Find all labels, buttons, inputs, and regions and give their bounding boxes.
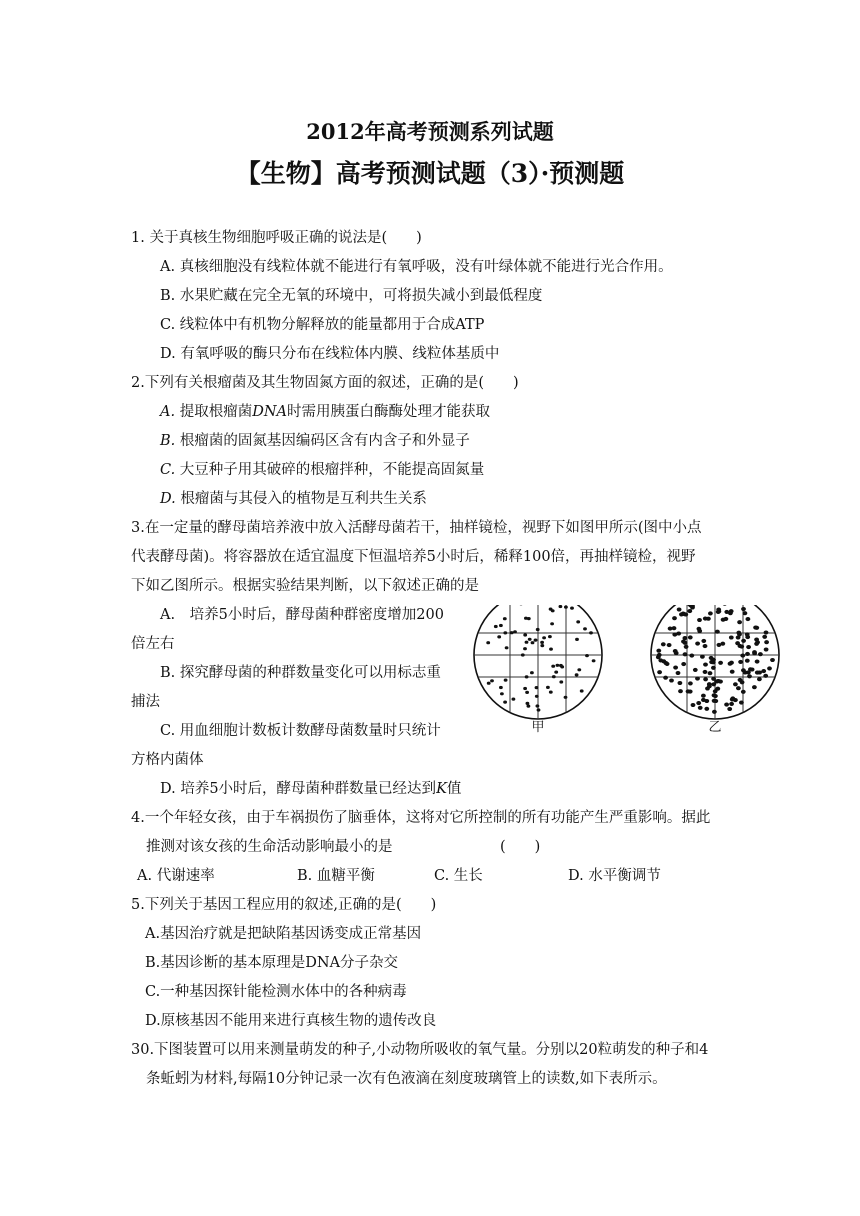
yeast-cell-dot <box>661 642 666 646</box>
question-1-option-d: D. 有氧呼吸的酶只分布在线粒体内膜、线粒体基质中 <box>160 346 500 362</box>
yeast-cell-dot <box>724 617 729 621</box>
yeast-cell-dot <box>745 652 750 656</box>
yeast-cell-dot <box>711 666 716 670</box>
yeast-cell-dot <box>497 635 501 638</box>
yeast-cell-dot <box>763 674 768 678</box>
yeast-cell-dot <box>504 678 508 681</box>
yeast-cell-dot <box>592 659 596 662</box>
yeast-cell-dot <box>729 661 734 665</box>
question-2-option-b <box>160 431 470 451</box>
question-3-option-d <box>160 779 461 799</box>
yeast-cell-dot <box>548 635 552 638</box>
yeast-cell-dot <box>689 654 694 658</box>
yeast-cell-dot <box>693 668 698 672</box>
yeast-cell-dot <box>704 699 709 703</box>
question-4-option-b: B. 血糖平衡 <box>297 868 375 884</box>
yeast-cell-dot <box>716 679 721 683</box>
yeast-cell-dot <box>663 676 668 680</box>
yeast-cell-dot <box>708 611 713 615</box>
yeast-cell-dot <box>505 646 509 649</box>
question-3-option-b-cont: 捕法 <box>131 694 160 710</box>
yeast-cell-dot <box>657 670 662 674</box>
question-2-option-a <box>160 402 490 422</box>
yeast-cell-dot <box>513 630 517 633</box>
yeast-cell-dot <box>703 677 708 681</box>
yeast-cell-dot <box>761 669 766 673</box>
yeast-cell-dot <box>527 617 531 620</box>
yeast-cell-dot <box>764 630 769 634</box>
option-text: D. 培养5小时后，酵母菌种群数量已经达到 <box>160 781 437 797</box>
yeast-cell-dot <box>672 616 677 620</box>
question-3-option-c-cont: 方格内菌体 <box>131 752 204 768</box>
yeast-cell-dot <box>707 682 712 686</box>
yeast-cell-dot <box>752 685 757 689</box>
option-letter: D. <box>160 491 176 507</box>
yeast-cell-dot <box>743 611 748 615</box>
yeast-cell-dot <box>676 671 681 675</box>
yeast-cell-dot <box>535 695 539 698</box>
yeast-cell-dot <box>499 624 503 627</box>
field-jia-grid <box>474 605 602 719</box>
yeast-cell-dot <box>549 690 553 693</box>
question-4-option-d: D. 水平衡调节 <box>568 868 661 884</box>
question-4-option-c: C. 生长 <box>434 868 483 884</box>
yeast-cell-dot <box>589 631 593 634</box>
yeast-cell-dot <box>669 678 674 682</box>
yeast-cell-dot <box>724 610 729 614</box>
option-text-dna: DNA <box>252 404 287 420</box>
yeast-cell-dot <box>551 609 555 612</box>
yeast-cell-dot <box>537 708 541 711</box>
question-2-option-d <box>160 489 427 509</box>
yeast-cell-dot <box>540 641 544 644</box>
yeast-cell-dot <box>718 661 723 665</box>
yeast-cell-dot <box>682 612 687 616</box>
yeast-cell-dot <box>665 662 670 666</box>
question-3-stem-line3: 下如乙图所示。根据实验结果判断，以下叙述正确的是 <box>131 578 479 594</box>
option-text: 大豆种子用其破碎的根瘤拌种，不能提高固氮量 <box>179 462 485 478</box>
yeast-cell-dot <box>681 640 686 644</box>
option-text: 提取根瘤菌 <box>179 404 253 420</box>
yeast-cell-dot <box>735 641 740 645</box>
question-5-option-b: B.基因诊断的基本原理是DNA分子杂交 <box>145 955 399 971</box>
yeast-cell-dot <box>510 631 514 634</box>
yeast-cell-dot <box>754 626 759 630</box>
yeast-cell-dot <box>521 653 525 656</box>
yeast-cell-dot <box>701 639 706 643</box>
yeast-cell-dot <box>512 697 516 700</box>
yeast-cell-dot <box>681 662 686 666</box>
yeast-cell-dot <box>700 655 705 659</box>
question-4-stem-line1: 4.一个年轻女孩，由于车祸损伤了脑垂体，这将对它所控制的所有功能产生严重影响。据此 <box>131 810 711 826</box>
question-2-stem: 2.下列有关根瘤菌及其生物固氮方面的叙述，正确的是( ) <box>131 375 519 391</box>
yeast-cell-dot <box>575 673 579 676</box>
yeast-cell-dot <box>697 629 702 633</box>
yeast-cell-dot <box>706 617 711 621</box>
yeast-cell-dot <box>525 641 529 644</box>
yeast-cell-dot <box>535 686 539 689</box>
yeast-cell-dot <box>487 682 491 685</box>
question-1-stem: 1. 关于真核生物细胞呼吸正确的说法是( ) <box>131 230 422 246</box>
yeast-cell-dot <box>525 691 529 694</box>
yeast-cell-dot <box>750 667 755 671</box>
yeast-cell-dot <box>683 652 688 656</box>
yeast-cell-dot <box>695 642 700 646</box>
yeast-cell-dot <box>500 692 504 695</box>
yeast-cell-dot <box>527 704 531 707</box>
yeast-cell-dot <box>523 647 527 650</box>
yeast-cell-dot <box>536 628 540 631</box>
yeast-cell-dot <box>486 641 490 644</box>
yeast-cell-dot <box>712 710 717 714</box>
yeast-cell-dot <box>658 658 663 662</box>
question-3-option-a-cont: 倍左右 <box>131 636 175 652</box>
yeast-cell-dot <box>708 671 713 675</box>
yeast-cell-dot <box>736 686 741 690</box>
figure-label-yi: 乙 <box>708 720 722 735</box>
yeast-cell-dot <box>764 640 769 644</box>
yeast-cell-dot <box>525 675 529 678</box>
question-5-option-c: C.一种基因探针能检测水体中的各种病毒 <box>145 984 407 1000</box>
question-5-stem: 5.下列关于基因工程应用的叙述,正确的是( ) <box>131 897 437 913</box>
yeast-cell-dot <box>741 607 746 611</box>
question-30-stem-line2: 条蚯蚓为材料,每隔10分钟记录一次有色液滴在刻度玻璃管上的读数,如下表所示。 <box>146 1071 667 1087</box>
yeast-cell-dot <box>755 671 760 675</box>
yeast-cell-dot <box>580 689 584 692</box>
yeast-cell-dot <box>738 660 743 664</box>
field-jia <box>474 605 602 735</box>
yeast-cell-dot <box>729 702 734 706</box>
option-letter: A. <box>160 404 176 420</box>
yeast-cell-dot <box>523 687 527 690</box>
yeast-cell-dot <box>683 636 688 640</box>
yeast-cell-dot <box>673 666 678 670</box>
question-2-option-c <box>160 460 484 480</box>
page-subtitle: 【生物】高考预测试题（3）·预测题 <box>235 159 625 188</box>
yeast-cell-dot <box>730 670 735 674</box>
yeast-cell-dot <box>688 681 693 685</box>
question-1-option-a: A. 真核细胞没有线粒体就不能进行有氧呼吸，没有叶绿体就不能进行光合作用。 <box>160 259 673 275</box>
question-4-answer-paren: ( ) <box>500 839 541 855</box>
yeast-cell-dot <box>583 627 587 630</box>
yeast-cell-dot <box>730 697 735 701</box>
yeast-cell-dot <box>668 627 673 631</box>
yeast-microscope-figure <box>470 605 790 735</box>
question-1-option-c: C. 线粒体中有机物分解释放的能量都用于合成ATP <box>160 317 485 333</box>
yeast-cell-dot <box>540 644 544 647</box>
yeast-cell-dot <box>564 696 568 699</box>
question-30-stem-line1: 30.下图装置可以用来测量萌发的种子,小动物所吸收的氧气量。分别以20粒萌发的种子和4 <box>131 1042 709 1058</box>
yeast-cell-dot <box>754 642 759 646</box>
yeast-cell-dot <box>552 675 556 678</box>
question-3-option-c: C. 用血细胞计数板计数酵母菌数量时只统计 <box>160 723 441 739</box>
yeast-cell-dot <box>709 656 714 660</box>
yeast-cell-dot <box>678 689 683 693</box>
yeast-cell-dot <box>674 651 679 655</box>
yeast-cell-dot <box>499 686 503 689</box>
yeast-cell-dot <box>758 652 763 656</box>
yeast-cell-dot <box>755 660 760 664</box>
yeast-cell-dot <box>743 670 748 674</box>
yeast-cell-dot <box>737 632 742 636</box>
yeast-cell-dot <box>503 617 507 620</box>
yeast-cell-dot <box>705 686 710 690</box>
yeast-cell-dot <box>716 608 721 612</box>
yeast-cell-dot <box>767 666 772 670</box>
yeast-cell-dot <box>503 700 507 703</box>
question-3-stem-line1: 3.在一定量的酵母菌培养液中放入活酵母菌若干，抽样镜检，视野下如图甲所示(图中小点 <box>131 520 702 536</box>
yeast-cell-dot <box>729 635 734 639</box>
yeast-cell-dot <box>703 670 708 674</box>
yeast-cell-dot <box>577 668 581 671</box>
yeast-cell-dot <box>724 703 729 707</box>
question-5-option-d: D.原核基因不能用来进行真核生物的遗传改良 <box>145 1013 437 1029</box>
yeast-cell-dot <box>762 635 767 639</box>
yeast-cell-dot <box>656 649 661 653</box>
yeast-cell-dot <box>556 664 560 667</box>
yeast-cell-dot <box>546 686 550 689</box>
yeast-cell-dot <box>739 645 744 649</box>
question-3-option-b: B. 探究酵母菌的种群数量变化可以用标志重 <box>160 665 441 681</box>
page-title: 2012年高考预测系列试题 <box>306 119 554 144</box>
yeast-cell-dot <box>747 674 752 678</box>
yeast-cell-dot <box>564 605 568 608</box>
yeast-cell-dot <box>678 681 683 685</box>
yeast-cell-dot <box>542 636 546 639</box>
yeast-cell-dot <box>528 638 532 641</box>
yeast-cell-dot <box>740 654 745 658</box>
figure-label-jia: 甲 <box>531 720 545 735</box>
yeast-cell-dot <box>739 701 744 705</box>
yeast-cell-dot <box>713 689 718 693</box>
yeast-cell-dot <box>667 643 672 647</box>
yeast-cell-dot <box>559 664 563 667</box>
yeast-cell-dot <box>536 704 540 707</box>
yeast-cell-dot <box>722 605 727 606</box>
question-3-option-a: A. 培养5小时后，酵母菌种群密度增加200 <box>160 607 444 623</box>
question-4-stem-line2: 推测对该女孩的生命活动影响最小的是 <box>146 839 393 855</box>
option-text: 根瘤菌与其侵入的植物是互利共生关系 <box>180 491 427 507</box>
field-yi <box>651 605 779 735</box>
question-5-option-a: A.基因治疗就是把缺陷基因诱变成正常基因 <box>145 926 422 942</box>
yeast-cell-dot <box>559 680 563 683</box>
field-jia-dots <box>486 605 595 712</box>
yeast-cell-dot <box>717 643 722 647</box>
yeast-cell-dot <box>691 703 696 707</box>
yeast-cell-dot <box>712 693 717 697</box>
yeast-cell-dot <box>503 631 507 634</box>
yeast-cell-dot <box>715 630 720 634</box>
question-1-option-b: B. 水果贮藏在完全无氧的环境中，可将损失减小到最低程度 <box>160 288 543 304</box>
yeast-cell-dot <box>741 690 746 694</box>
yeast-cell-dot <box>695 677 700 681</box>
yeast-cell-dot <box>576 620 580 623</box>
yeast-cell-dot <box>709 660 714 664</box>
yeast-cell-dot <box>703 644 708 648</box>
yeast-cell-dot <box>741 639 746 643</box>
option-text-k: K <box>436 781 447 797</box>
yeast-cell-dot <box>701 694 706 698</box>
yeast-cell-dot <box>733 682 738 686</box>
yeast-cell-dot <box>687 609 692 613</box>
option-letter: B. <box>160 433 176 449</box>
yeast-cell-dot <box>534 638 538 641</box>
yeast-cell-dot <box>745 659 750 663</box>
yeast-cell-dot <box>490 679 494 682</box>
yeast-cell-dot <box>530 671 534 674</box>
yeast-cell-dot <box>737 620 742 624</box>
yeast-cell-dot <box>559 605 563 608</box>
yeast-cell-dot <box>745 632 750 636</box>
question-3-stem-line2: 代表酵母菌)。将容器放在适宜温度下恒温培养5小时后，稀释100倍，再抽样镜检，视野 <box>131 549 696 565</box>
yeast-cell-dot <box>698 706 703 710</box>
yeast-cell-dot <box>746 617 751 621</box>
option-letter: C. <box>160 462 176 478</box>
yeast-cell-dot <box>494 625 498 628</box>
yeast-cell-dot <box>554 670 558 673</box>
option-text: 值 <box>446 781 462 797</box>
yeast-cell-dot <box>570 606 574 609</box>
yeast-cell-dot <box>712 699 717 703</box>
yeast-cell-dot <box>531 641 535 644</box>
yeast-cell-dot <box>727 707 732 711</box>
yeast-cell-dot <box>764 647 769 651</box>
yeast-cell-dot <box>746 645 751 649</box>
yeast-cell-dot <box>697 618 702 622</box>
yeast-cell-dot <box>752 651 757 655</box>
yeast-cell-dot <box>696 701 701 705</box>
yeast-cell-dot <box>684 645 689 649</box>
option-text: 时需用胰蛋白酶酶处理才能获取 <box>287 404 490 420</box>
yeast-cell-dot <box>585 654 589 657</box>
yeast-cell-dot <box>550 622 554 625</box>
yeast-cell-dot <box>738 678 743 682</box>
yeast-cell-dot <box>551 665 555 668</box>
yeast-cell-dot <box>704 707 709 711</box>
yeast-cell-dot <box>677 607 682 611</box>
yeast-cell-dot <box>729 609 734 613</box>
yeast-cell-dot <box>575 638 579 641</box>
option-text: 根瘤菌的固氮基因编码区含有内含子和外显子 <box>179 433 470 449</box>
yeast-cell-dot <box>770 658 775 662</box>
yeast-cell-dot <box>688 635 693 639</box>
yeast-cell-dot <box>672 633 677 637</box>
yeast-cell-dot <box>757 677 762 681</box>
yeast-cell-dot <box>549 647 553 650</box>
yeast-cell-dot <box>523 633 527 636</box>
yeast-cell-dot <box>686 689 691 693</box>
yeast-cell-dot <box>703 663 708 667</box>
question-4-option-a: A. 代谢速率 <box>137 868 215 884</box>
